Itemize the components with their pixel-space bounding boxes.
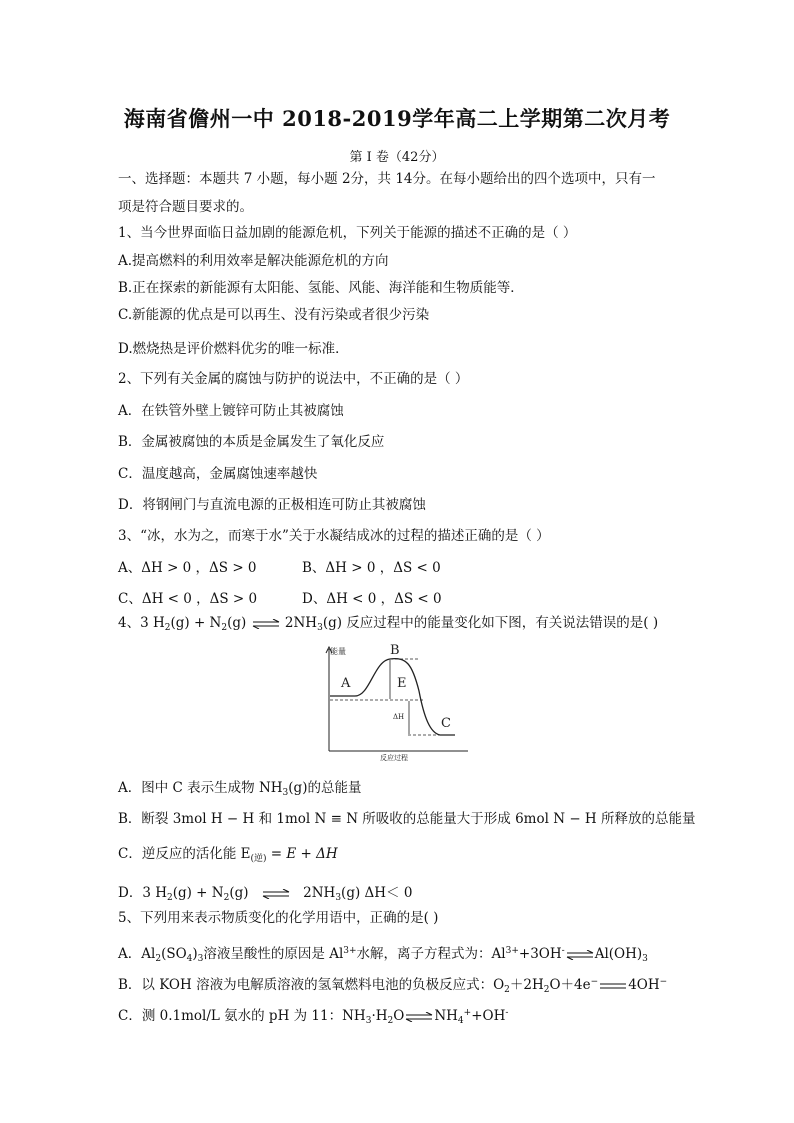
q4-option-d-part: 2NH bbox=[303, 885, 336, 901]
q4-option-b: B．断裂 3mol H − H 和 1mol N ≡ N 所吸收的总能量大于形成 6mol N − H 所释放的总能量 bbox=[118, 811, 696, 827]
q3-option-c: C、ΔH < 0 ，ΔS > 0 bbox=[118, 591, 258, 607]
label-e: E bbox=[397, 676, 407, 691]
q5-option-b-part: 4OH bbox=[628, 977, 660, 993]
q3-option-d: D、ΔH < 0 ，ΔS < 0 bbox=[302, 591, 442, 607]
subscript: (逆) bbox=[250, 854, 267, 864]
diagram-y-label: 能量 bbox=[330, 647, 346, 656]
superscript: - bbox=[561, 946, 565, 956]
equilibrium-arrow-icon bbox=[261, 889, 291, 899]
equilibrium-arrow-icon bbox=[404, 1012, 434, 1022]
q1-option-c: C.新能源的优点是可以再生、没有污染或者很少污染 bbox=[118, 307, 430, 323]
subscript: 4 bbox=[186, 954, 193, 964]
q4-option-d bbox=[118, 884, 412, 907]
q5-option-a bbox=[118, 942, 648, 968]
q4-option-a-part: A．图中 C 表示生成物 NH bbox=[118, 780, 283, 796]
subscript: 2 bbox=[387, 1016, 394, 1026]
q5-option-b bbox=[118, 973, 667, 999]
equilibrium-arrow-icon bbox=[565, 950, 595, 960]
q4-option-a-part: (g)的总能量 bbox=[288, 780, 362, 796]
equilibrium-arrow-icon bbox=[251, 619, 281, 629]
subscript: 2 bbox=[155, 954, 162, 964]
superscript: + bbox=[463, 1008, 472, 1018]
q3-option-a: A、ΔH > 0 ，ΔS > 0 bbox=[118, 560, 257, 576]
q3-stem: 3、“冰，水为之，而寒于水”关于水凝结成冰的过程的描述正确的是（ ） bbox=[118, 528, 550, 544]
q5-option-a-part: A．Al bbox=[118, 946, 156, 962]
q2-option-d: D．将钢闸门与直流电源的正极相连可防止其被腐蚀 bbox=[118, 497, 426, 513]
q5-option-a-part: (SO bbox=[161, 946, 187, 962]
energy-curve bbox=[330, 659, 455, 735]
q4-option-c bbox=[118, 845, 338, 868]
page-title: 海南省儋州一中 2018-2019学年高二上学期第二次月考 bbox=[123, 106, 671, 131]
q4-option-d-part: (g) bbox=[229, 885, 249, 901]
label-delta-h: ΔH bbox=[393, 713, 405, 721]
q5-option-c-part: +OH bbox=[471, 1008, 506, 1024]
q4-stem-part: 2NH bbox=[284, 615, 318, 631]
subscript: 2 bbox=[504, 985, 510, 995]
diagram-x-label: 反应过程 bbox=[380, 754, 408, 762]
superscript: − bbox=[659, 977, 668, 987]
subscript: 2 bbox=[543, 985, 550, 995]
superscript: - bbox=[505, 1008, 509, 1018]
subscript: 3 bbox=[642, 954, 648, 964]
q2-option-b: B．金属被腐蚀的本质是金属发生了氧化反应 bbox=[118, 434, 385, 450]
instructions-line-2: 项是符合题目要求的。 bbox=[118, 199, 253, 215]
q4-option-a bbox=[118, 779, 361, 802]
q4-option-d-part: D．3 H bbox=[118, 885, 167, 901]
q5-option-b-part: ＋2H bbox=[509, 977, 544, 993]
subscript: 2 bbox=[164, 623, 171, 633]
q5-option-b-part: O＋4e bbox=[549, 977, 591, 993]
q5-option-b-part: B．以 KOH 溶液为电解质溶液的氢氧燃料电池的负极反应式：O bbox=[118, 977, 505, 993]
subscript: 2 bbox=[166, 893, 173, 903]
label-b: B bbox=[390, 643, 400, 658]
q4-stem-part: (g) + N bbox=[170, 615, 222, 631]
superscript: − bbox=[590, 977, 599, 987]
section-subtitle: 第 I 卷（42分） bbox=[349, 150, 445, 165]
q5-option-a-part: 水解，离子方程式为：Al bbox=[356, 946, 506, 962]
q5-option-a-part: 溶液呈酸性的原因是 Al bbox=[203, 946, 344, 962]
q4-stem-part: (g) 反应过程中的能量变化如下图，有关说法错误的是( ) bbox=[322, 615, 659, 631]
label-c: C bbox=[441, 716, 451, 731]
q4-stem-part: 4、3 H bbox=[118, 615, 165, 631]
q2-option-c: C．温度越高，金属腐蚀速率越快 bbox=[118, 466, 318, 482]
q5-option-c-part: ·H bbox=[371, 1008, 388, 1024]
q2-stem: 2、下列有关金属的腐蚀与防护的说法中，不正确的是（ ） bbox=[118, 371, 469, 387]
equals-arrow-icon bbox=[598, 981, 628, 991]
instructions-line-1: 一、选择题：本题共 7 小题，每小题 2分，共 14分。在每小题给出的四个选项中，只有一 bbox=[118, 171, 656, 187]
q1-option-b: B.正在探索的新能源有太阳能、氢能、风能、海洋能和生物质能等． bbox=[118, 280, 524, 296]
subscript: 3 bbox=[197, 954, 204, 964]
subscript: 3 bbox=[317, 623, 323, 633]
subscript: 2 bbox=[223, 893, 230, 903]
subscript: 4 bbox=[457, 1016, 464, 1026]
q4-stem bbox=[118, 614, 658, 637]
subscript: 3 bbox=[365, 1016, 372, 1026]
q3-option-b: B、ΔH > 0 ，ΔS < 0 bbox=[302, 560, 441, 576]
q1-stem: 1、当今世界面临日益加剧的能源危机，下列关于能源的描述不正确的是（ ） bbox=[118, 225, 577, 241]
q4-option-c-part: = E + ΔH bbox=[266, 846, 338, 862]
q5-option-a-part: Al(OH) bbox=[594, 946, 643, 962]
q4-option-c-part: C．逆反应的活化能 E bbox=[118, 846, 251, 862]
superscript: 3+ bbox=[505, 946, 519, 956]
subscript: 3 bbox=[282, 788, 289, 798]
q4-option-d-part: (g) + N bbox=[172, 885, 224, 901]
q1-option-a: A.提高燃料的利用效率是解决能源危机的方向 bbox=[118, 253, 389, 269]
q5-option-c-part: C．测 0.1mol/L 氨水的 pH 为 11：NH bbox=[118, 1008, 366, 1024]
subscript: 3 bbox=[335, 893, 342, 903]
q5-option-a-part: +3OH bbox=[518, 946, 562, 962]
label-a: A bbox=[341, 676, 351, 691]
q5-option-c bbox=[118, 1004, 508, 1030]
q5-option-c-part: NH bbox=[434, 1008, 458, 1024]
q4-option-d-part: (g) ΔH＜ 0 bbox=[341, 885, 413, 901]
energy-diagram bbox=[320, 643, 470, 763]
subscript: 2 bbox=[221, 623, 228, 633]
q5-stem: 5、下列用来表示物质变化的化学用语中，正确的是( ) bbox=[118, 910, 439, 926]
q1-option-d: D.燃烧热是评价燃料优劣的唯一标准． bbox=[118, 341, 349, 357]
q5-option-a-part: ) bbox=[192, 946, 198, 962]
superscript: 3+ bbox=[343, 946, 357, 956]
q5-option-c-part: O bbox=[393, 1008, 405, 1024]
q4-stem-part: (g) bbox=[227, 615, 247, 631]
q2-option-a: A．在铁管外壁上镀锌可防止其被腐蚀 bbox=[118, 403, 344, 419]
